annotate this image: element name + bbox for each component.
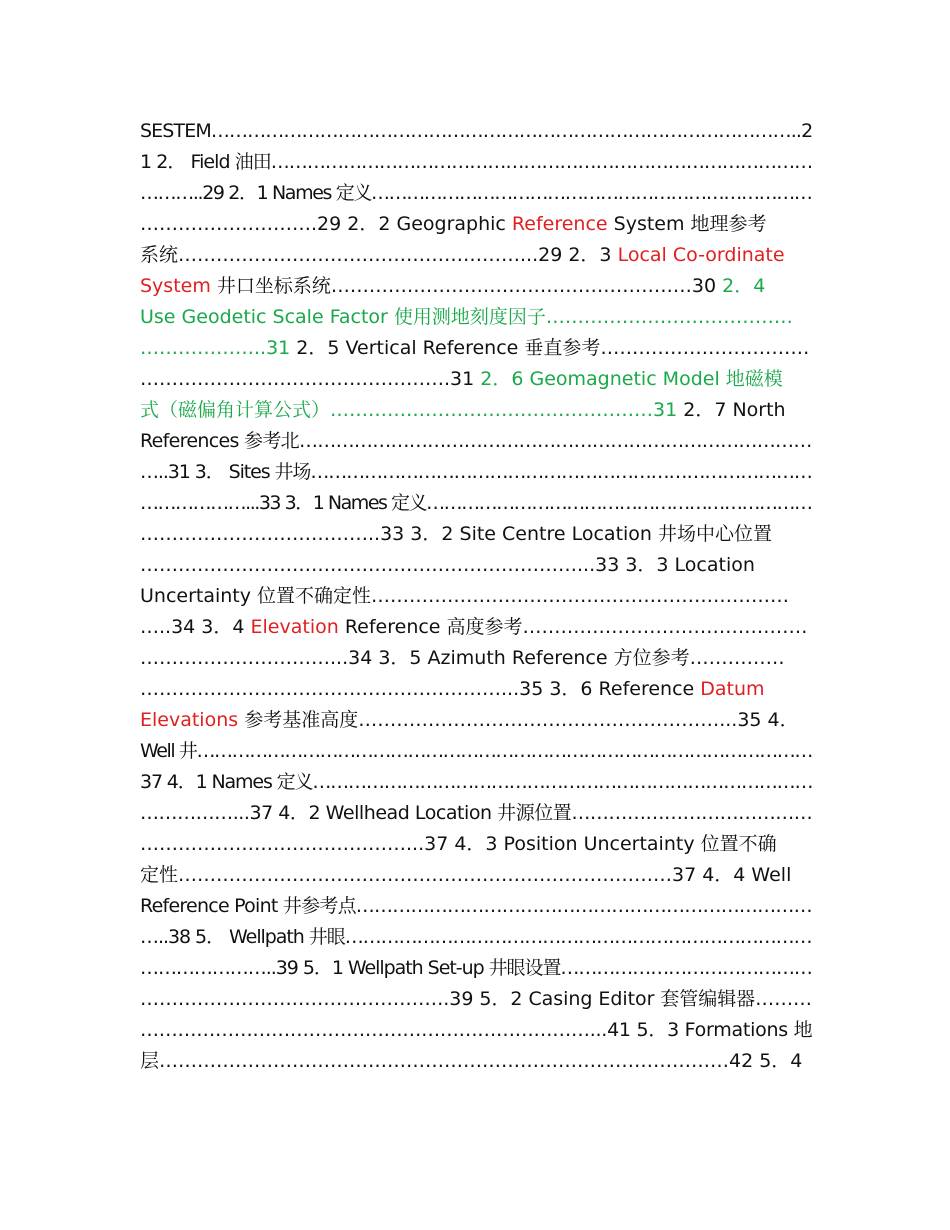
toc-line <box>140 1015 812 1046</box>
toc-text-segment: 2．7 North <box>677 399 786 421</box>
toc-line <box>140 705 812 736</box>
toc-line <box>140 519 812 550</box>
toc-text-segment: 1 2． Field 油田……………………………………………………………………………… <box>140 151 812 173</box>
toc-line <box>140 798 812 829</box>
toc-line <box>140 364 812 395</box>
toc-line <box>140 984 812 1015</box>
toc-text-segment: Reference 高度参考……………………………………… <box>338 616 808 638</box>
toc-text-segment: Use Geodetic Scale Factor 使用测地刻度因子………………………………… <box>140 306 793 328</box>
toc-text-segment: ………..29 2．1 Names 定义………………………………………………………………… <box>140 182 812 204</box>
toc-line <box>140 271 812 302</box>
toc-text-segment: Local Co-ordinate <box>617 244 785 266</box>
toc-line <box>140 860 812 891</box>
toc-text-segment: Reference <box>511 213 608 235</box>
toc-line <box>140 953 812 984</box>
toc-text-segment: 2．6 Geomagnetic Model 地磁模 <box>480 368 783 390</box>
toc-text-segment: ……………...37 4．2 Wellhead Location 井源位置………………………………… <box>140 802 812 824</box>
toc-text-segment: SESTEM……………………………………………………………………………………..2 <box>140 120 812 142</box>
toc-text-segment: …………………………...34 3．5 Azimuth Reference 方位参考…………… <box>140 647 785 669</box>
toc-line <box>140 333 812 364</box>
toc-text-segment: …..31 3． Sites 井场………………………………………………………………………… <box>140 461 812 483</box>
toc-text-segment: ……………………………………………………………...33 3．3 Location <box>140 554 755 576</box>
toc-line <box>140 891 812 922</box>
toc-text-segment: ………………………………………….39 5．2 Casing Editor 套管编辑器……… <box>140 988 812 1010</box>
toc-text-segment: Well 井…………………………………………………………………………………………… <box>140 740 812 762</box>
toc-text-segment: Datum <box>700 678 765 700</box>
toc-text-segment: 式（磁偏角计算公式）……………………………………………31 <box>140 399 678 421</box>
toc-text-segment: Elevations <box>140 709 239 731</box>
toc-text-segment: …………………..39 5．1 Wellpath Set-up 井眼设置…………………………………… <box>140 957 812 979</box>
toc-text-segment: ………………..31 <box>140 337 291 359</box>
toc-text-segment: ………………………………………….31 <box>140 368 481 390</box>
toc-line <box>140 457 812 488</box>
toc-text-segment: ……………………………………...37 4．3 Position Uncertainty 位置不确 <box>140 833 777 855</box>
toc-line <box>140 736 812 767</box>
toc-line <box>140 147 812 178</box>
toc-text-segment: ………………………………………………………………...41 5．3 Formations 地 <box>140 1019 812 1041</box>
toc-text-segment: 井口坐标系统…………………………………………………30 <box>210 275 723 297</box>
toc-line <box>140 488 812 519</box>
toc-line <box>140 581 812 612</box>
toc-text-segment: System <box>140 275 211 297</box>
toc-line <box>140 426 812 457</box>
toc-text-segment: 层………………………………………………………………………………42 5．4 <box>140 1050 803 1072</box>
toc-text-segment: …..34 3．4 <box>140 616 251 638</box>
toc-line <box>140 643 812 674</box>
toc-line <box>140 116 812 147</box>
toc-line <box>140 240 812 271</box>
toc-line <box>140 550 812 581</box>
toc-text-segment: References 参考北………………………………………………………………………… <box>140 430 812 452</box>
toc-text-segment: Elevation <box>250 616 339 638</box>
toc-line <box>140 612 812 643</box>
toc-text-segment: ……………………….29 2．2 Geographic <box>140 213 512 235</box>
toc-line <box>140 674 812 705</box>
toc-text-segment: 2．4 <box>722 275 766 297</box>
toc-line <box>140 767 812 798</box>
toc-text-segment: Reference Point 井参考点………………………………………………………………… <box>140 895 812 917</box>
toc-line <box>140 829 812 860</box>
toc-line <box>140 209 812 240</box>
toc-text-segment: System 地理参考 <box>607 213 767 235</box>
toc-text-segment: 2．5 Vertical Reference 垂直参考…………………………… <box>290 337 810 359</box>
toc-line <box>140 302 812 333</box>
toc-text-segment: …………………………………………………...35 3．6 Reference <box>140 678 701 700</box>
toc-line <box>140 1046 812 1077</box>
toc-text-segment: Uncertainty 位置不确定性………………………………………………………… <box>140 585 790 607</box>
toc-text-segment: 37 4．1 Names 定义………………………………………………………………………… <box>140 771 812 793</box>
toc-text-segment: 参考基准高度…………………………………………………...35 4． <box>238 709 799 731</box>
toc-text-segment: 定性……………………………………………………………………37 4．4 Well <box>140 864 792 886</box>
toc-text-segment: ………………………………..33 3．2 Site Centre Location 井场中心位置 <box>140 523 773 545</box>
toc-line <box>140 922 812 953</box>
toc-text-segment: …..38 5． Wellpath 井眼…………………………………………………………………… <box>140 926 812 948</box>
toc-line <box>140 178 812 209</box>
toc-text-segment: 系统………………………………………………...29 2．3 <box>140 244 618 266</box>
toc-text-segment: ………………...33 3．1 Names 定义………………………………………………………… <box>140 492 812 514</box>
toc-line <box>140 395 812 426</box>
